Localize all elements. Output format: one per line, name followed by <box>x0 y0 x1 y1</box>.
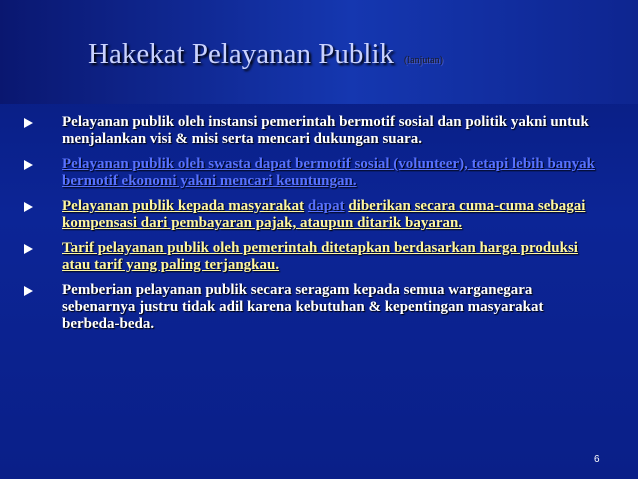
bullet-list <box>0 114 638 341</box>
title-row <box>88 38 443 71</box>
right-arrowhead-icon <box>24 160 33 170</box>
bullet-text: Pelayanan publik oleh instansi pemerintah bermotif sosial dan politik yakni untuk menjalankan visi & misi serta mencari dukungan suara. <box>62 114 589 147</box>
right-arrowhead-icon <box>24 286 33 296</box>
bullet-text: Pelayanan publik oleh swasta dapat bermotif sosial (volunteer), tetapi lebih banyak bermotif ekonomi yakni mencari keuntungan. <box>62 156 595 189</box>
bullet-text-part: diberikan secara cuma-cuma sebagai kompensasi dari pembayaran pajak, ataupun ditarik bayaran. <box>62 198 586 231</box>
right-arrowhead-icon <box>24 202 33 212</box>
slide-title-continuation: (lanjutan) <box>404 55 443 66</box>
bullet-item <box>0 282 598 333</box>
bullet-text-part: Pelayanan publik kepada masyarakat <box>62 198 305 214</box>
bullet-text: Pemberian pelayanan publik secara seragam kepada semua warganegara sebenarnya justru tidak adil karena kebutuhan & kepentingan masyarakat berbeda-beda. <box>62 282 544 332</box>
slide-title: Hakekat Pelayanan Publik <box>88 38 395 70</box>
bullet-item <box>0 156 598 190</box>
bullet-item <box>0 198 598 232</box>
bullet-text-highlight: dapat <box>307 198 345 214</box>
bullet-item <box>0 240 598 274</box>
right-arrowhead-icon <box>24 244 33 254</box>
right-arrowhead-icon <box>24 118 33 128</box>
page-number: 6 <box>594 454 600 465</box>
bullet-text: Tarif pelayanan publik oleh pemerintah ditetapkan berdasarkan harga produksi atau tarif yang paling terjangkau. <box>62 240 578 273</box>
bullet-item <box>0 114 598 148</box>
